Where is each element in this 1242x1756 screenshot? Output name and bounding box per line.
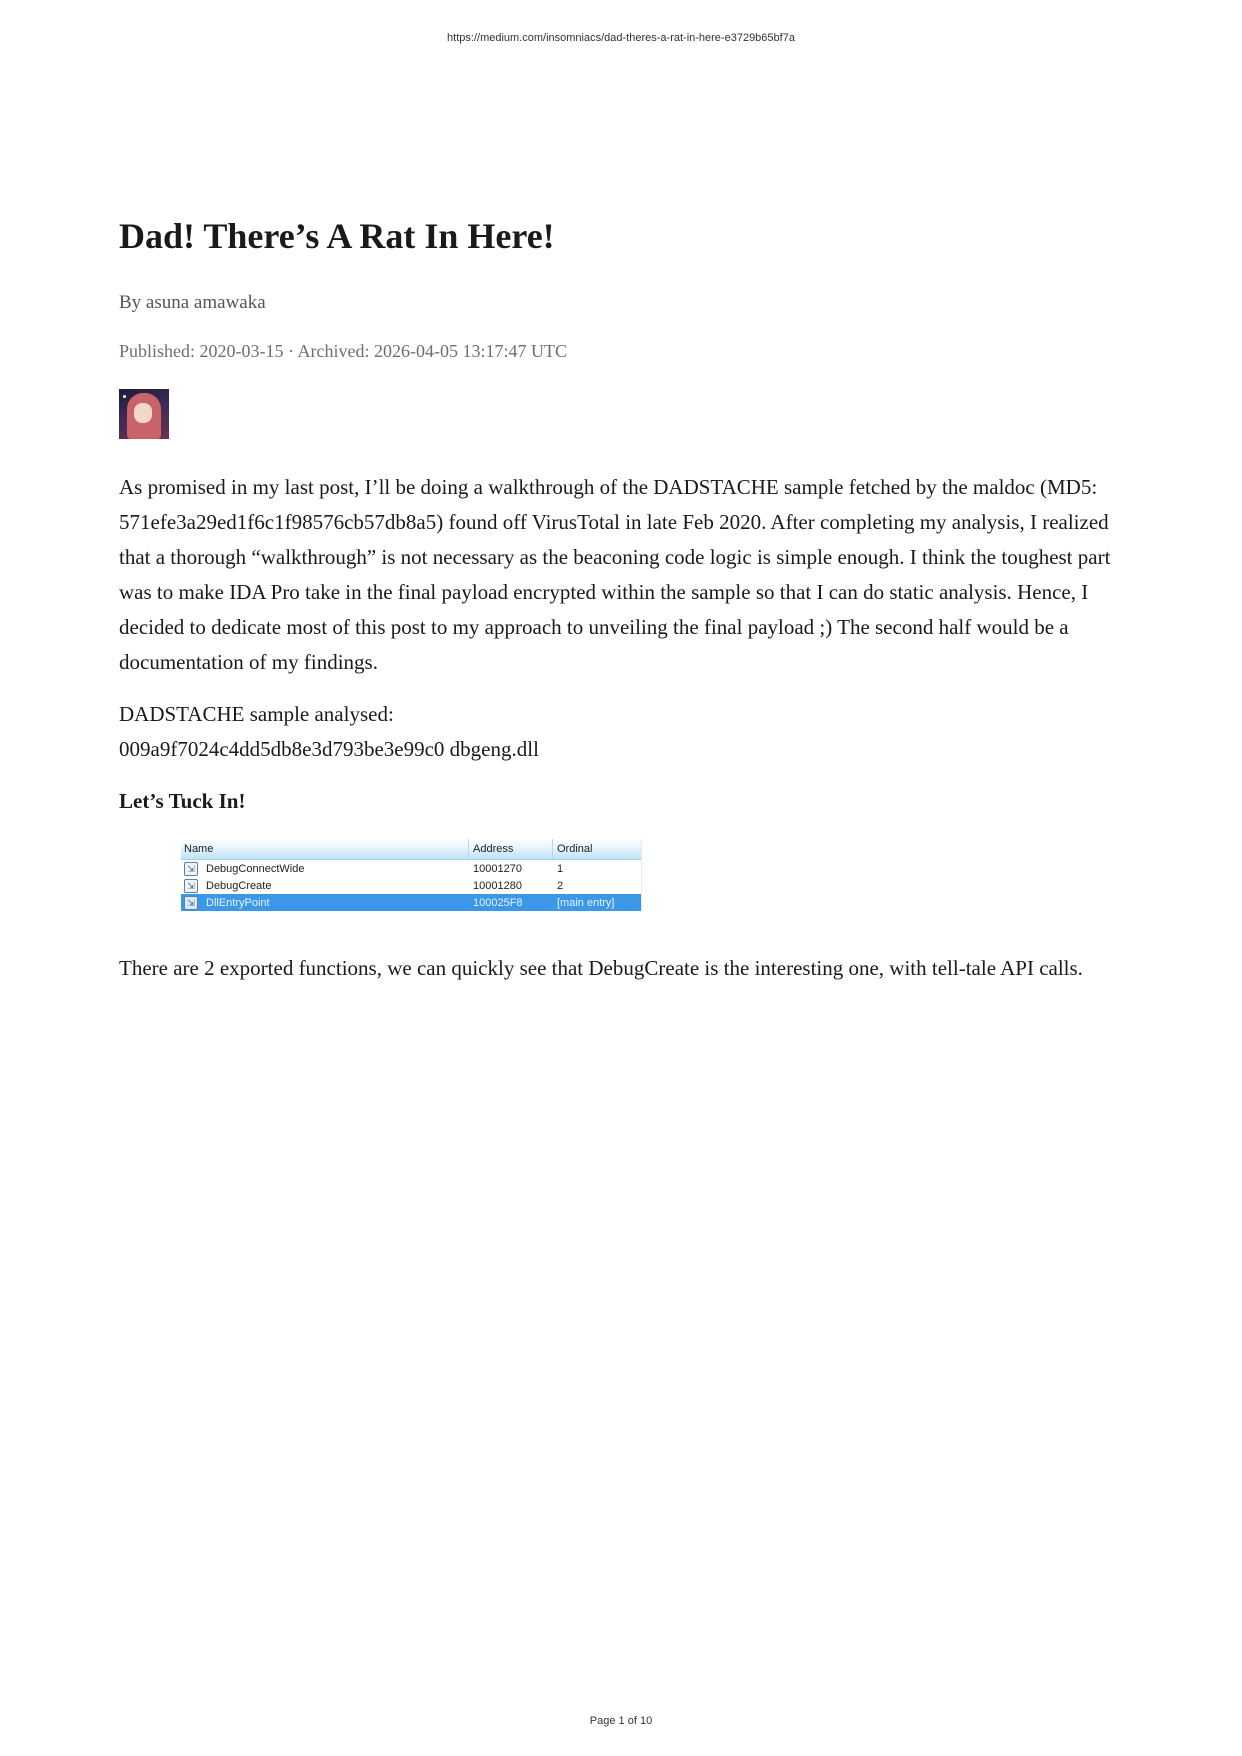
export-address: 100025F8 — [473, 896, 523, 909]
export-name: DebugConnectWide — [206, 862, 305, 875]
sample-label: DADSTACHE sample analysed: — [119, 702, 394, 726]
table-row — [181, 877, 641, 894]
table-row-selected — [181, 894, 641, 911]
export-ordinal: 1 — [557, 862, 564, 875]
column-header-name: Name — [181, 839, 469, 859]
export-address: 10001280 — [473, 879, 522, 892]
page-url: https://medium.com/insomniacs/dad-theres-a-rat-in-here-e3729b65bf7a — [447, 32, 795, 44]
article — [119, 210, 1129, 986]
closing-paragraph: There are 2 exported functions, we can quickly see that DebugCreate is the interesting one, with tell-tale API calls. — [119, 956, 1083, 980]
exports-table-header — [181, 839, 641, 860]
export-function-icon: ⇲ — [184, 879, 198, 893]
export-name: DebugCreate — [206, 879, 272, 892]
page-number: Page 1 of 10 — [589, 1715, 653, 1727]
sample-info — [119, 697, 1129, 767]
column-header-address: Address — [469, 839, 553, 859]
export-function-icon: ⇲ — [184, 862, 198, 876]
article-meta: Published: 2020-03-15 · Archived: 2026-04-05 13:17:47 UTC — [119, 341, 567, 361]
exports-table-screenshot — [181, 839, 642, 911]
sample-hash: 009a9f7024c4dd5db8e3d793be3e99c0 dbgeng.dll — [119, 737, 539, 761]
export-address: 10001270 — [473, 862, 522, 875]
export-name: DllEntryPoint — [206, 896, 270, 909]
avatar-face-shape — [134, 403, 152, 423]
export-ordinal: 2 — [557, 879, 564, 892]
intro-paragraph: As promised in my last post, I’ll be doing a walkthrough of the DADSTACHE sample fetched by the maldoc (MD5: 571efe3a29ed1f6c1f98576cb57db8a5) found off VirusTotal in late Feb 2020. After completing my analysis, I realized that a thorough “walkthrough” is not necessary as the beaconing code logic is simple enough. I think the toughest part was to make IDA Pro take in the final payload encrypted within the sample so that I can do static analysis. Hence, I decided to dedicate most of this post to my approach to unveiling the final payload ;) The second half would be a documentation of my findings. — [119, 475, 1111, 674]
table-row — [181, 860, 641, 877]
column-header-ordinal: Ordinal — [557, 843, 593, 855]
export-ordinal: [main entry] — [557, 896, 615, 909]
avatar-star-decoration — [123, 395, 126, 398]
section-heading: Let’s Tuck In! — [119, 789, 246, 813]
export-function-icon: ⇲ — [184, 896, 198, 910]
author-avatar — [119, 389, 169, 439]
article-title: Dad! There’s A Rat In Here! — [119, 216, 555, 256]
article-byline: By asuna amawaka — [119, 292, 266, 313]
